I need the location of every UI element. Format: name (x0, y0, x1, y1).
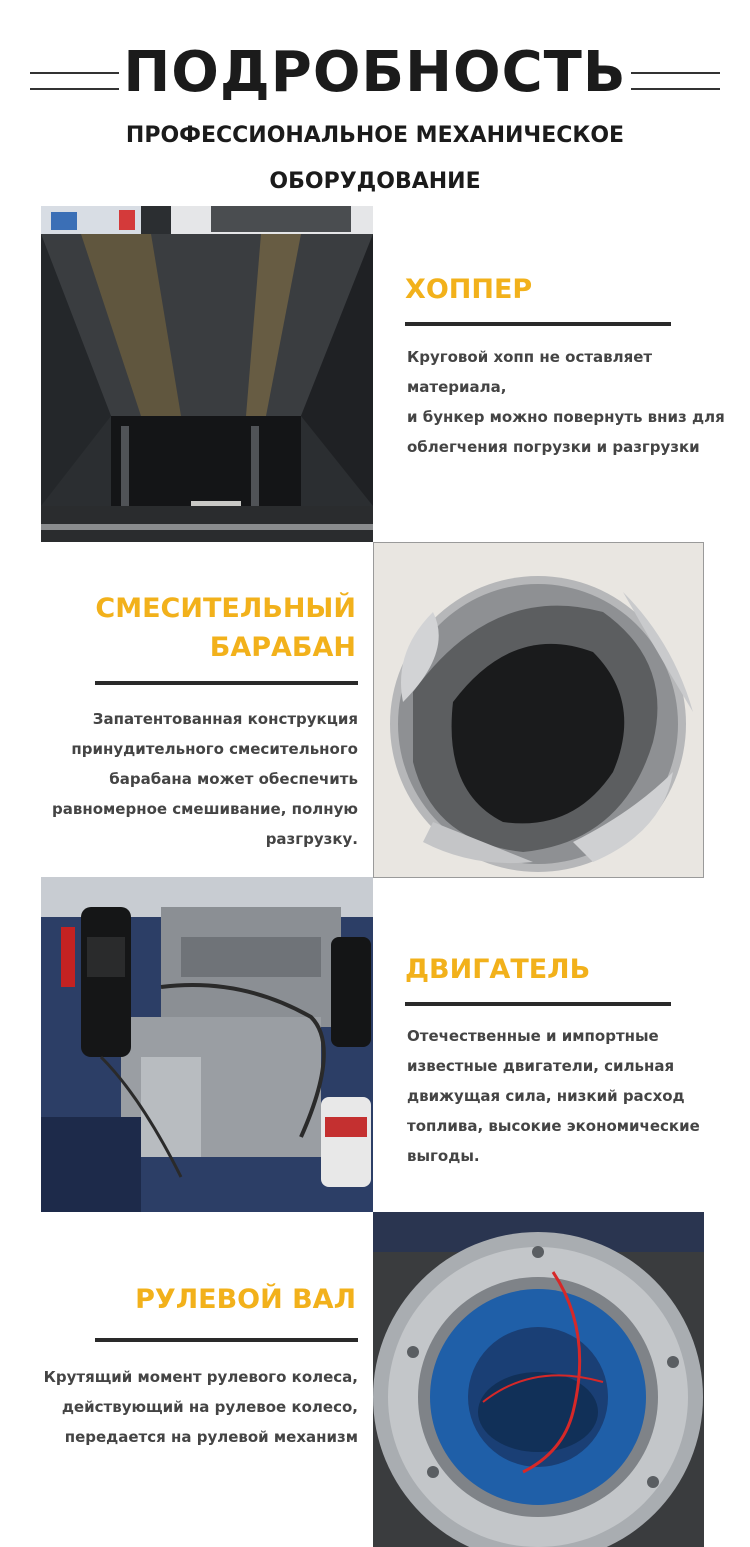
engine-title: ДВИГАТЕЛЬ (405, 954, 591, 985)
steering-text-line: передается на рулевой механизм (64, 1428, 358, 1446)
engine-text-line: Отечественные и импортные (407, 1027, 659, 1045)
engine-text-line: выгоды. (407, 1147, 480, 1165)
drum-text-line: Запатентованная конструкция (92, 710, 358, 728)
steering-text-line: Крутящий момент рулевого колеса, (43, 1368, 358, 1386)
drum-text-line: разгрузку. (265, 830, 358, 848)
drum-text (40, 704, 358, 854)
drum-rule (95, 681, 358, 685)
steering-title: РУЛЕВОЙ ВАЛ (135, 1284, 356, 1315)
engine-text-line: известные двигатели, сильная (407, 1057, 675, 1075)
hopper-text (407, 342, 737, 462)
drum-text-line: равномерное смешивание, полную (52, 800, 358, 818)
steering-text-line: действующий на рулевое колесо, (61, 1398, 358, 1416)
hopper-photo (41, 206, 373, 542)
engine-text (407, 1021, 727, 1171)
drum-text-line: принудительного смесительного (71, 740, 358, 758)
hopper-title: ХОППЕР (405, 274, 533, 305)
drum-title-line1: СМЕСИТЕЛЬНЫЙ (95, 593, 356, 624)
engine-photo (41, 877, 373, 1212)
mixing-drum-photo (373, 542, 704, 878)
hopper-rule (405, 322, 671, 326)
engine-text-line: топлива, высокие экономические (407, 1117, 700, 1135)
engine-rule (405, 1002, 671, 1006)
page-subtitle-line1: ПРОФЕССИОНАЛЬНОЕ МЕХАНИЧЕСКОЕ (125, 123, 625, 148)
drum-text-line: барабана может обеспечить (109, 770, 358, 788)
page-subtitle-line2: ОБОРУДОВАНИЕ (269, 169, 481, 194)
steering-text (30, 1362, 358, 1452)
hopper-text-line: и бункер можно повернуть вниз для (407, 408, 725, 426)
page-title: ПОДРОБНОСТЬ (0, 38, 750, 108)
drum-title-line2: БАРАБАН (209, 632, 356, 663)
steering-rule (95, 1338, 358, 1342)
hopper-text-line: облегчения погрузки и разгрузки (407, 438, 700, 456)
steering-photo (373, 1212, 704, 1547)
engine-text-line: движущая сила, низкий расход (407, 1087, 685, 1105)
hopper-text-line: Круговой хопп не оставляет материала, (407, 348, 653, 396)
